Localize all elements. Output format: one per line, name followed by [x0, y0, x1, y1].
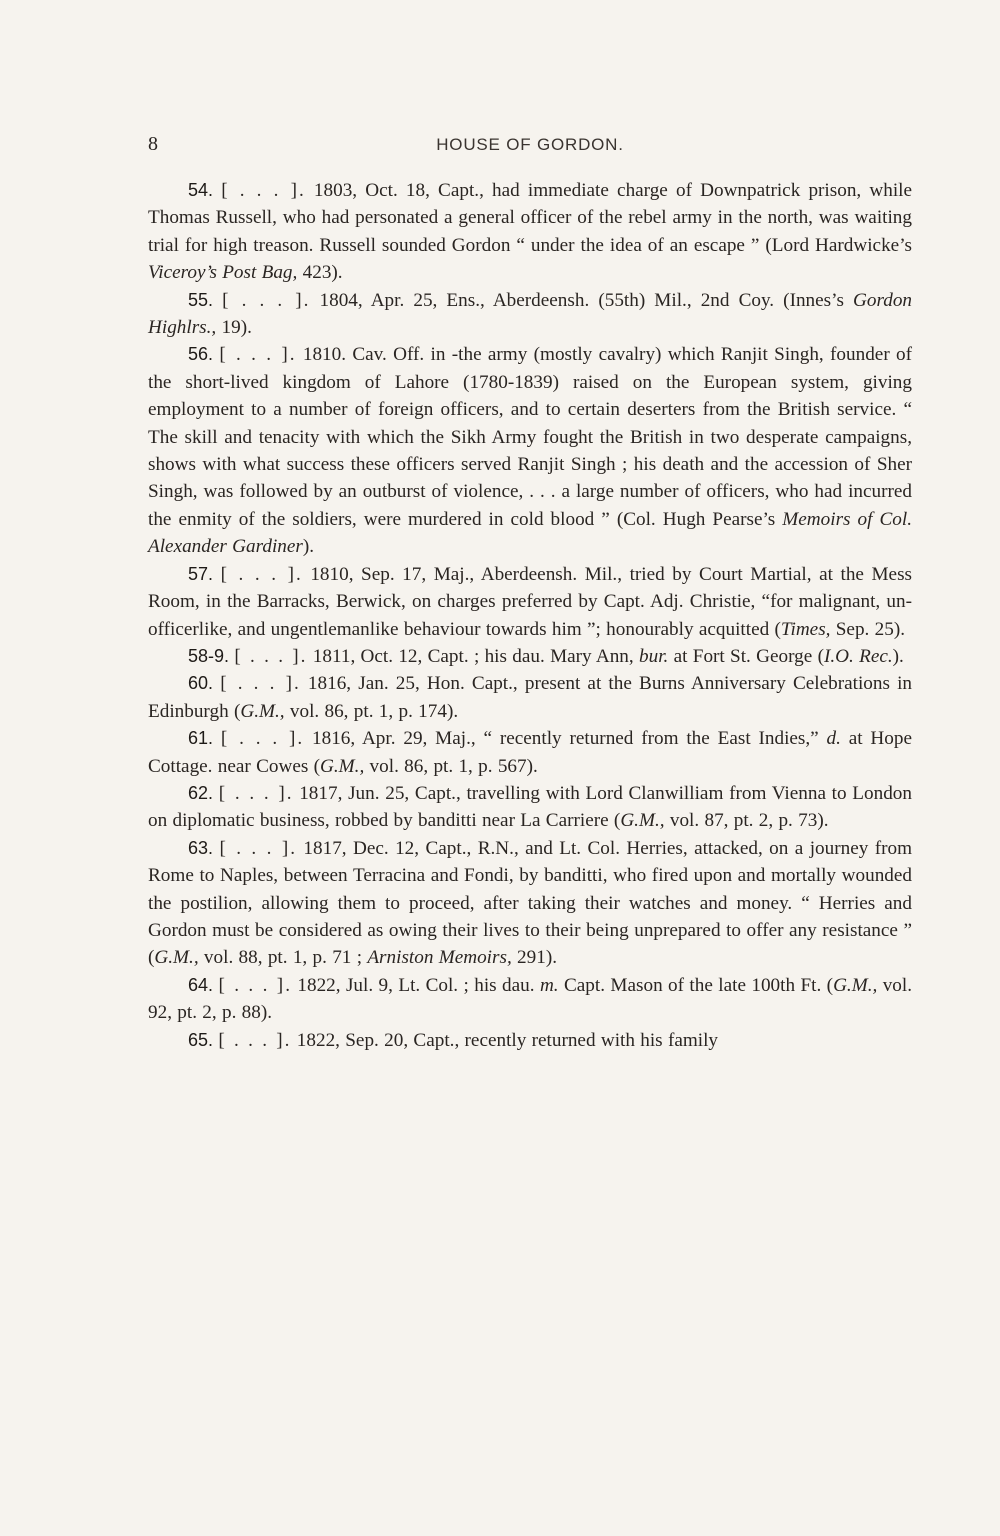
- entry-text: 1817, Jun. 25, Capt., travelling with Lord Clanwilliam from Vienna to London on diplomatic business, robbed by banditti near La Carriere (: [148, 782, 912, 832]
- entry-60: [148, 670, 912, 725]
- entry-64: [148, 972, 912, 1027]
- entry-citation-italic: m.: [539, 974, 559, 996]
- entry-text: 1816, Jan. 25, Hon. Capt., present at the Burns Anniversary Celebrations in Edinburgh (: [148, 673, 913, 722]
- entry-number: 61.: [188, 728, 214, 749]
- entry-62: [148, 780, 912, 835]
- entry-65: [148, 1027, 912, 1054]
- entry-citation-italic: Memoirs of Col. Alexander Gardiner: [148, 508, 912, 558]
- entry-54: [148, 177, 912, 287]
- entry-text: at Hope Cottage. near Cowes (: [148, 728, 912, 777]
- entry-text: vol. 86, pt. 1, p. 174).: [284, 700, 459, 722]
- entry-text: 1803, Oct. 18, Capt., had immediate charge of Downpatrick prison, while Thomas Russell, who had personated a general officer of the rebel army in the north, was waiting trial for high treason. Russell sounded Gordon “ under the idea of an escape ” (Lord Hardwicke’s: [148, 180, 912, 256]
- entry-citation-italic: G.M.,: [240, 700, 285, 722]
- entry-number: 64.: [188, 974, 214, 995]
- page-header: [148, 133, 912, 163]
- running-head: HOUSE OF GORDON.: [436, 135, 624, 154]
- entry-text: vol. 86, pt. 1, p. 567).: [364, 755, 538, 777]
- entry-text: 423).: [297, 262, 343, 284]
- entry-text: 1810. Cav. Off. in -the army (mostly cavalry) which Ranjit Singh, founder of the short-lived kingdom of Lahore (1780-1839) raised on the European system, giving employment to a number of foreign officers, and to certain deserters from the British service. “ The skill and tenacity with which the Sikh Army fought the British in two desperate campaigns, shows with what success these officers served Ranjit Singh ; his death and the accession of Sher Singh, was followed by an outburst of violence, . . . a large number of officers, who had incurred the enmity of the soldiers, were murdered in cold blood ” (Col. Hugh Pearse’s: [148, 344, 913, 530]
- entry-number: 62.: [188, 782, 214, 803]
- entry-55: [148, 287, 912, 342]
- entry-57: [148, 561, 912, 643]
- entry-text: Capt. Mason of the late 100th Ft. (: [558, 974, 834, 996]
- entry-text: vol. 88, pt. 1, p. 71 ;: [198, 947, 368, 969]
- entry-text: 291).: [511, 947, 557, 969]
- entry-marker: [ . . . ].: [222, 289, 311, 311]
- entry-citation-italic: G.M.,: [833, 974, 878, 996]
- entry-text: vol. 87, pt. 2, p. 73).: [664, 810, 829, 832]
- entry-text: at Fort St. George (: [668, 645, 824, 667]
- entry-56: [148, 341, 912, 560]
- entry-citation-italic: I.O. Rec.: [823, 645, 893, 667]
- entry-marker: [ . . . ].: [220, 728, 305, 750]
- entry-number: 55.: [188, 289, 214, 310]
- entry-text: Sep. 25).: [830, 618, 906, 640]
- entry-text: 1816, Apr. 29, Maj., “ recently returned from the East Indies,”: [304, 728, 827, 750]
- entry-marker: [ . . . ].: [220, 563, 303, 585]
- entry-citation-italic: d.: [826, 728, 841, 750]
- entries-list: [148, 177, 912, 1054]
- entry-text: ).: [892, 645, 904, 667]
- entry-citation-italic: bur.: [639, 645, 669, 667]
- entry-61: [148, 725, 912, 780]
- entry-number: 60.: [188, 673, 214, 694]
- entry-number: 58-9.: [188, 645, 230, 666]
- entry-citation-italic: Gordon Highlrs.,: [148, 289, 913, 339]
- entry-number: 65.: [188, 1029, 214, 1050]
- entry-text: 1804, Apr. 25, Ens., Aberdeensh. (55th) Mil., 2nd Coy. (Innes’s: [310, 289, 854, 311]
- entry-text: ).: [302, 536, 315, 558]
- entry-marker: [ . . . ].: [219, 344, 297, 366]
- entry-citation-italic: Times,: [780, 618, 831, 640]
- entry-marker: [ . . . ].: [221, 180, 306, 201]
- entry-text: 1822, Jul. 9, Lt. Col. ; his dau.: [292, 974, 540, 996]
- entry-63: [148, 835, 912, 972]
- entry-text: 19).: [216, 317, 252, 339]
- entry-citation-italic: G.M.,: [320, 755, 365, 777]
- entry-marker: [ . . . ].: [220, 673, 301, 695]
- entry-marker: [ . . . ].: [218, 974, 292, 996]
- entry-citation-italic: Viceroy’s Post Bag,: [148, 262, 298, 284]
- entry-citation-italic: G.M.,: [154, 947, 199, 969]
- entry-text: 1811, Oct. 12, Capt. ; his dau. Mary Ann,: [307, 645, 639, 667]
- entry-citation-italic: G.M.,: [620, 810, 665, 832]
- entry-58-9: [148, 643, 912, 670]
- entry-marker: [ . . . ].: [219, 837, 298, 859]
- entry-marker: [ . . . ].: [234, 645, 308, 667]
- entry-number: 63.: [188, 837, 214, 858]
- entry-number: 54.: [188, 180, 214, 200]
- entry-text: 1810, Sep. 17, Maj., Aberdeensh. Mil., tried by Court Martial, at the Mess Room, in the Barracks, Berwick, on charges preferred by Capt. Adj. Christie, “for malignant, un-officerlike, and ungentlemanlike behaviour towards him ”; honourably acquitted (: [148, 563, 913, 640]
- entry-marker: [ . . . ].: [218, 782, 294, 804]
- entry-marker: [ . . . ].: [218, 1029, 292, 1051]
- entry-citation-italic: Arniston Memoirs,: [367, 947, 512, 969]
- page-number: 8: [148, 133, 158, 155]
- entry-number: 56.: [188, 344, 214, 365]
- entry-text: vol. 92, pt. 2, p. 88).: [148, 974, 913, 1024]
- entry-text: 1817, Dec. 12, Capt., R.N., and Lt. Col. Herries, attacked, on a journey from Rome to Naples, between Terracina and Fondi, by banditti, who fired upon and mortally wounded the postilion, allowing them to proceed, after taking their watches and money. “ Herries and Gordon must be considered as owing their lives to their being unprepared to offer any resistance ” (: [148, 837, 913, 969]
- entry-text: 1822, Sep. 20, Capt., recently returned with his family: [291, 1029, 719, 1051]
- entry-number: 57.: [188, 563, 214, 584]
